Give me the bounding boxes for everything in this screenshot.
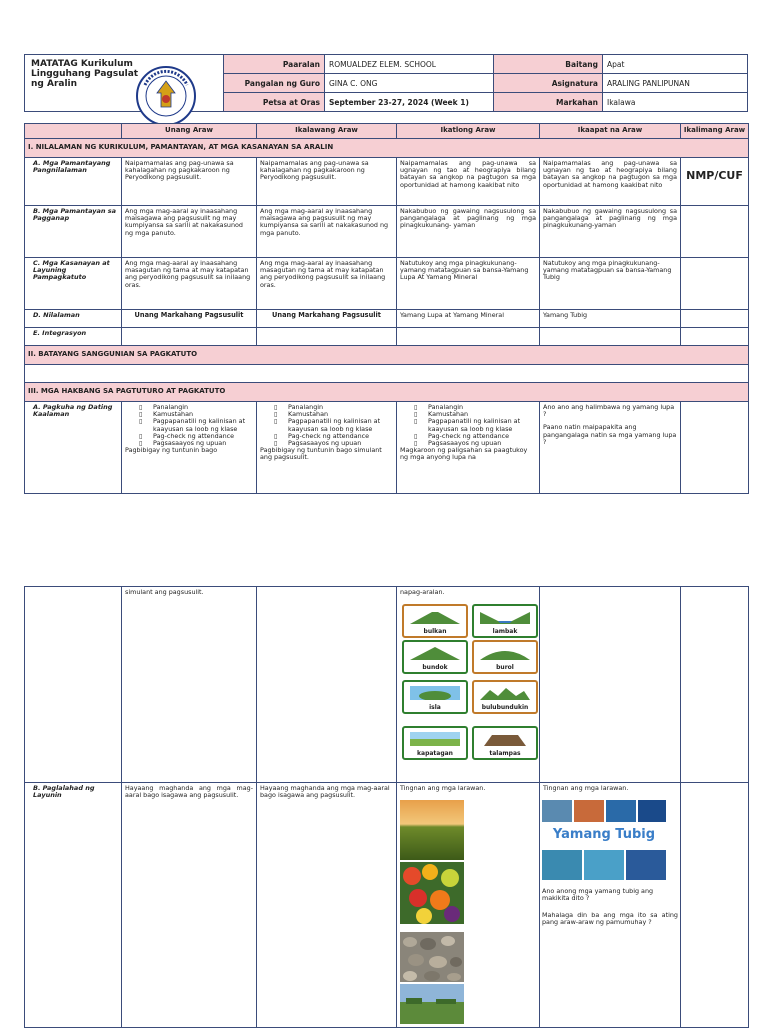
pebbles-photo: [400, 932, 464, 982]
date-label: Petsa at Oras: [224, 93, 325, 112]
quarter-value: Ikalawa: [603, 93, 748, 112]
cell-e-5: [681, 328, 749, 346]
landform-card-kapatagan: kapatagan: [402, 726, 468, 760]
cell-tail-text: Pagbibigay ng tuntunin bago simulant ang pagsusulit.: [260, 446, 382, 462]
cell-iiib-2: Hayaang maghanda ang mga mag-aaral bago isagawa ang pagsusulit.: [257, 783, 397, 1028]
section-heading-3: III. MGA HAKBANG SA PAGTUTURO AT PAGKATUTO: [25, 383, 749, 402]
cell-a-4: Naipamamalas ang pag-unawa sa ugnayan ng tao at heograpiya bilang batayan sa angkop na pagtugon sa mga oportunidad at hamong kaakibat nito: [540, 158, 681, 206]
question-1: Ano ano ang halimbawa ng yamang lupa ?: [543, 403, 675, 419]
checkbox-icon: [139, 418, 145, 432]
p2-cell-4: [540, 587, 681, 783]
school-label: Paaralan: [224, 55, 325, 74]
cell-iiia-4: [540, 402, 681, 494]
checklist-item: ▯ Kamustahan: [414, 411, 536, 418]
checklist-item: ▯ Pagpapanatili ng kalinisan at kaayusan sa loob ng klase: [139, 418, 253, 432]
section-heading-1: I. NILALAMAN NG KURIKULUM, PAMANTAYAN, AT MGA KASANAYAN SA ARALIN: [25, 139, 749, 158]
col-day2: Ikalawang Araw: [257, 124, 397, 139]
cell-a-1: Naipamamalas ang pag-unawa sa kahalagahan ng pagkakaroon ng Peryodikong pagsusulit.: [122, 158, 257, 206]
fruits-vegetables-photo: [400, 862, 464, 924]
landform-card-talampas: talampas: [472, 726, 538, 760]
p2-cell-2: [257, 587, 397, 783]
land-photo: [400, 984, 464, 1024]
cell-e-2: [257, 328, 397, 346]
cell-b-4: Nakabubuo ng gawaing nagsusulong sa pangangalaga at paglinang ng mga pinagkukunang-yaman: [540, 206, 681, 258]
checklist-item: ▯ Kamustahan: [139, 411, 253, 418]
col-day3: Ikatlong Araw: [397, 124, 540, 139]
deped-seal-icon: [135, 65, 197, 127]
grade-label: Baitang: [494, 55, 603, 74]
landform-card-lambak: lambak: [472, 604, 538, 638]
cell-tail-text: Pagbibigay ng tuntunin bago: [125, 446, 218, 455]
cell-a-5: NMP/CUF: [686, 169, 743, 182]
rowb-c4-q2: Mahalaga din ba ang mga ito sa ating pang araw-araw ng pamumuhay ?: [542, 911, 678, 927]
checkbox-icon: [414, 404, 420, 411]
island-icon: [410, 686, 460, 700]
cell-d-1: Unang Markahang Pagsusulit: [122, 310, 257, 328]
checklist-item: ▯ Panalangin: [139, 404, 253, 411]
yamang-tubig-title: Yamang Tubig: [552, 827, 656, 842]
cell-d-5: [681, 310, 749, 328]
volcano-icon: [410, 610, 460, 624]
mountain-range-icon: [480, 686, 530, 700]
cell-b-1: Ang mga mag-aaral ay inaasahang maisagawa ang pagsusulit ng may kumpiyansa sa sarili at nakakasunod ng mga panuto.: [122, 206, 257, 258]
checkbox-icon: [414, 418, 420, 432]
checkbox-icon: [274, 433, 280, 440]
hill-icon: [480, 646, 530, 660]
cell-e-1: [122, 328, 257, 346]
p2-cell-5: [681, 587, 749, 783]
cell-c-4: Natutukoy ang mga pinagkukunang-yamang matatagpuan sa bansa-Yamang Tubig: [540, 258, 681, 310]
checklist-item: ▯ Pag-check ng attendance: [139, 433, 253, 440]
date-value: September 23-27, 2024 (Week 1): [325, 93, 494, 112]
mountain-icon: [410, 646, 460, 660]
p2-cell-3-text: napag-aralan.: [400, 588, 445, 596]
quarter-label: Markahan: [494, 93, 603, 112]
landform-card-bulubundukin: bulubundukin: [472, 680, 538, 714]
cell-e-4: [540, 328, 681, 346]
cell-tail-text: Magkaroon ng paligsahan sa paagtukoy ng mga anyong lupa na: [400, 446, 528, 462]
cell-a-2: Naipamamalas ang pag-unawa sa kahalagahan ng pagkakaroon ng Peryodikong pagsusulit.: [257, 158, 397, 206]
plain-icon: [410, 732, 460, 746]
cell-d-2: Unang Markahang Pagsusulit: [257, 310, 397, 328]
checklist-item: ▯ Pagsasaayos ng upuan: [274, 440, 393, 447]
cell-iiib-3: Tingnan ang mga larawan.: [397, 783, 540, 1028]
field-photo: [400, 800, 464, 860]
checkbox-icon: [274, 418, 280, 432]
checkbox-icon: [274, 404, 280, 411]
row-label-iiib: B. Paglalahad ng Layunin: [25, 783, 122, 1028]
checklist-item: ▯ Pag-check ng attendance: [274, 433, 393, 440]
cell-iiia-3: [397, 402, 540, 494]
checklist-item: ▯ Panalangin: [414, 404, 536, 411]
row-label-b: B. Mga Pamantayan sa Pagganap: [25, 206, 122, 258]
subject-label: Asignatura: [494, 74, 603, 93]
valley-icon: [480, 610, 530, 624]
col-day1: Unang Araw: [122, 124, 257, 139]
checklist-item: ▯ Pag-check ng attendance: [414, 433, 536, 440]
cell-c-2: Ang mga mag-aaral ay inaasahang masagutan ng tama at may katapatan ang peryodikong pagsusulit sa inilaang oras.: [257, 258, 397, 310]
cell-b-5: [681, 206, 749, 258]
brand-cell: [25, 55, 224, 112]
brand-title: MATATAG Kurikulum Lingguhang Pagsulat ng Aralin: [31, 59, 139, 89]
landform-card-bulkan: bulkan: [402, 604, 468, 638]
row-label-d: D. Nilalaman: [25, 310, 122, 328]
p2-cell-label: [25, 587, 122, 783]
landform-card-burol: burol: [472, 640, 538, 674]
cell-d-3: Yamang Lupa at Yamang Mineral: [397, 310, 540, 328]
cell-iiib-1: Hayaang maghanda ang mga mag-aaral bago isagawa ang pagsusulit.: [122, 783, 257, 1028]
checklist-item: ▯ Pagpapanatili ng kalinisan at kaayusan sa loob ng klase: [274, 418, 393, 432]
header-table: [24, 54, 748, 112]
rowb-c4-q1: Ano anong mga yamang tubig ang makikita dito ?: [542, 887, 654, 903]
cell-iiib-5: [681, 783, 749, 1028]
checklist-item: ▯ Pagpapanatili ng kalinisan at kaayusan sa loob ng klase: [414, 418, 536, 432]
checkbox-icon: [139, 433, 145, 440]
checkbox-icon: [414, 433, 420, 440]
checklist-item: ▯ Panalangin: [274, 404, 393, 411]
row-label-a: A. Mga Pamantayang Pangnilalaman: [25, 158, 122, 206]
school-value: ROMUALDEZ ELEM. SCHOOL: [325, 55, 494, 74]
cell-b-2: Ang mga mag-aaral ay inaasahang maisagawa ang pagsusulit ng may kumpiyansa sa sarili at nakakasunod ng mga panuto.: [257, 206, 397, 258]
question-2: Paano natin maipapakita ang pangangalaga natin sa mga yamang lupa ?: [543, 423, 677, 446]
checkbox-icon: [139, 411, 145, 418]
section-heading-2: II. BATAYANG SANGGUNIAN SA PAGKATUTO: [25, 346, 749, 365]
lesson-plan-table: [24, 123, 749, 494]
row-label-iiia: A. Pagkuha ng Dating Kaalaman: [25, 402, 122, 494]
checklist-item: ▯ Kamustahan: [274, 411, 393, 418]
subject-value: ARALING PANLIPUNAN: [603, 74, 748, 93]
references-row: [25, 365, 749, 383]
row-label-e: E. Integrasyon: [25, 328, 122, 346]
teacher-value: GINA C. ONG: [325, 74, 494, 93]
cell-c-5: [681, 258, 749, 310]
cell-iiia-2: [257, 402, 397, 494]
cell-d-4: Yamang Tubig: [540, 310, 681, 328]
col-day5: Ikalimang Araw: [681, 124, 749, 139]
corner-cell: [25, 124, 122, 139]
cell-a-3: Naipamamalas ang pag-unawa sa ugnayan ng tao at heograpiya bilang batayan sa angkop na pagtugon sa mga oportunidad at hamong kaakibat nito: [397, 158, 540, 206]
checklist-item: ▯ Pagsasaayos ng upuan: [414, 440, 536, 447]
cell-c-1: Ang mga mag-aaral ay inaasahang masagutan ng tama at may katapatan ang peryodikong pagsusulit sa inilaang oras.: [122, 258, 257, 310]
yamang-tubig-image: [542, 800, 666, 880]
cell-iiib-4: Tingnan ang mga larawan.: [540, 783, 681, 1028]
cell-iiia-1: [122, 402, 257, 494]
p2-cell-1: simulant ang pagsusulit.: [122, 587, 257, 783]
cell-e-3: [397, 328, 540, 346]
landform-card-bundok: bundok: [402, 640, 468, 674]
checklist-item: ▯ Pagsasaayos ng upuan: [139, 440, 253, 447]
col-day4: Ikaapat na Araw: [540, 124, 681, 139]
landform-card-isla: isla: [402, 680, 468, 714]
cell-b-3: Nakabubuo ng gawaing nagsusulong sa pangangalaga at paglinang ng mga pinagkukunang- yaman: [397, 206, 540, 258]
checkbox-icon: [274, 411, 280, 418]
checkbox-icon: [414, 411, 420, 418]
cell-c-3: Natutukoy ang mga pinagkukunang-yamang matatagpuan sa bansa-Yamang Lupa At Yamang Mineral: [397, 258, 540, 310]
teacher-label: Pangalan ng Guro: [224, 74, 325, 93]
grade-value: Apat: [603, 55, 748, 74]
plateau-icon: [480, 732, 530, 746]
row-label-c: C. Mga Kasanayan at Layuning Pampagkatuto: [25, 258, 122, 310]
cell-iiia-5: [681, 402, 749, 494]
checkbox-icon: [139, 404, 145, 411]
